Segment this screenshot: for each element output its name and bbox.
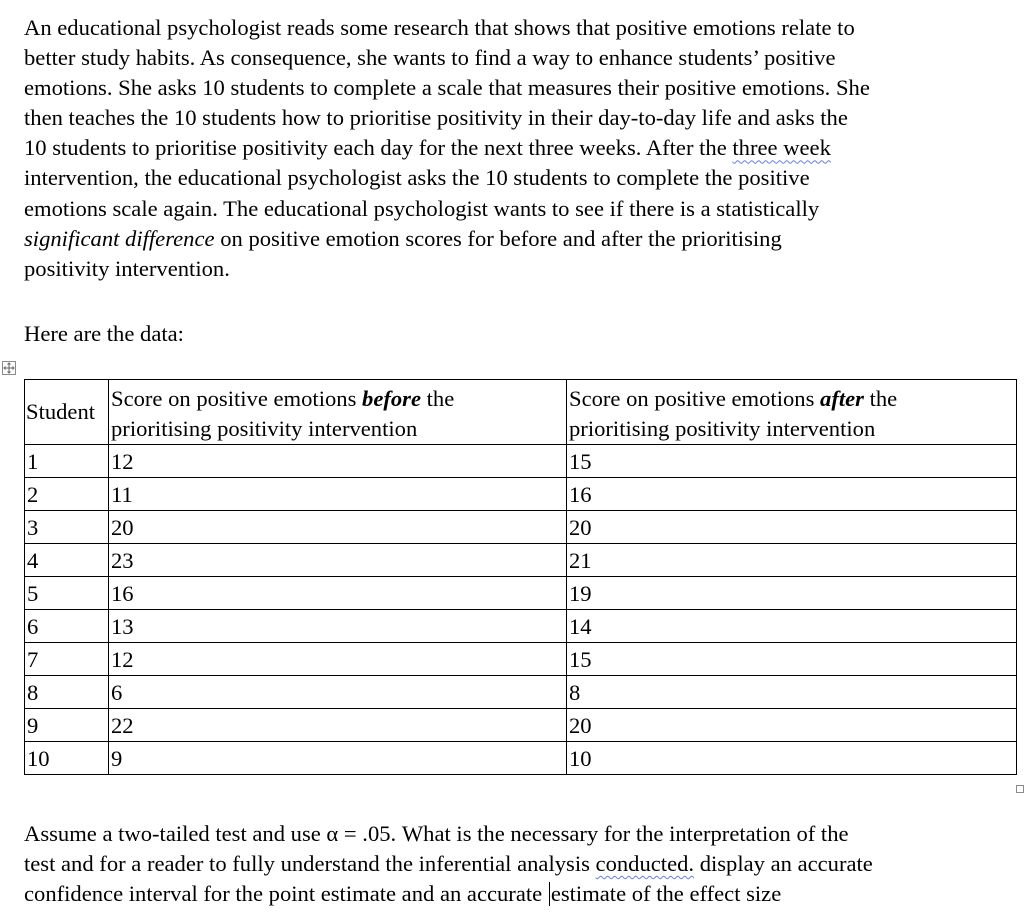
intro-paragraph xyxy=(24,13,1019,284)
move-arrows-icon xyxy=(3,362,15,374)
cell-after-score[interactable]: 19 xyxy=(567,577,1017,610)
intro-line-6: intervention, the educational psychologist asks the 10 students to complete the positive xyxy=(24,165,810,191)
cell-after-score[interactable]: 21 xyxy=(567,544,1017,577)
cell-before-score[interactable]: 9 xyxy=(109,742,567,775)
table-row xyxy=(25,676,1017,709)
header-after-em: after xyxy=(820,386,864,411)
cell-student[interactable]: 6 xyxy=(25,610,109,643)
cell-after-score[interactable]: 15 xyxy=(567,445,1017,478)
intro-line-5 xyxy=(24,133,1019,163)
header-student[interactable]: Student xyxy=(25,380,109,445)
table-row xyxy=(25,445,1017,478)
table-move-handle-icon[interactable] xyxy=(2,361,16,375)
cell-before-score[interactable]: 22 xyxy=(109,709,567,742)
cell-after-score[interactable]: 16 xyxy=(567,478,1017,511)
intro-line-9: positivity intervention. xyxy=(24,255,230,281)
question-line-2 xyxy=(24,849,1019,879)
cell-before-score[interactable]: 11 xyxy=(109,478,567,511)
table-row xyxy=(25,577,1017,610)
cell-after-score[interactable]: 10 xyxy=(567,742,1017,775)
question-line-3-pre: confidence interval for the point estimate and an accurate xyxy=(24,881,548,907)
table-row xyxy=(25,544,1017,577)
data-label: Here are the data: xyxy=(24,321,184,346)
intro-line-3: emotions. She asks 10 students to complete a scale that measures their positive emotions. She xyxy=(24,75,870,101)
table-row xyxy=(25,742,1017,775)
cell-after-score[interactable]: 20 xyxy=(567,709,1017,742)
header-before-suffix: the xyxy=(420,386,455,411)
cell-before-score[interactable]: 6 xyxy=(109,676,567,709)
cell-student[interactable]: 7 xyxy=(25,643,109,676)
table-body xyxy=(25,445,1017,775)
cell-after-score[interactable]: 8 xyxy=(567,676,1017,709)
header-before[interactable] xyxy=(109,380,567,445)
header-after-line2: prioritising positivity intervention xyxy=(569,416,876,441)
intro-line-5-text: 10 students to prioritise positivity each day for the next three weeks. After the xyxy=(24,135,733,161)
table-row xyxy=(25,511,1017,544)
cell-after-score[interactable]: 14 xyxy=(567,610,1017,643)
grammar-flag-conducted[interactable]: conducted. xyxy=(595,851,695,877)
grammar-flag-three-week[interactable]: three week xyxy=(732,135,831,161)
cell-before-score[interactable]: 16 xyxy=(109,577,567,610)
cell-student[interactable]: 3 xyxy=(25,511,109,544)
question-line-2-pre: test and for a reader to fully understand the inferential analysis xyxy=(24,851,596,877)
cell-before-score[interactable]: 20 xyxy=(109,511,567,544)
table-row xyxy=(25,478,1017,511)
table-row xyxy=(25,709,1017,742)
data-table[interactable] xyxy=(24,379,1017,775)
cell-before-score[interactable]: 23 xyxy=(109,544,567,577)
text-cursor xyxy=(549,882,550,906)
cell-before-score[interactable]: 12 xyxy=(109,445,567,478)
cell-after-score[interactable]: 20 xyxy=(567,511,1017,544)
table-row xyxy=(25,643,1017,676)
intro-line-1: An educational psychologist reads some research that shows that positive emotions relate to xyxy=(24,15,855,40)
cell-student[interactable]: 9 xyxy=(25,709,109,742)
cell-before-score[interactable]: 13 xyxy=(109,610,567,643)
cell-student[interactable]: 4 xyxy=(25,544,109,577)
table-header-row xyxy=(25,380,1017,445)
intro-italic-significant-difference: significant difference xyxy=(24,225,215,251)
question-line-2-post: display an accurate xyxy=(694,851,873,877)
cell-student[interactable]: 10 xyxy=(25,742,109,775)
cell-student[interactable]: 5 xyxy=(25,577,109,610)
intro-line-4: then teaches the 10 students how to prioritise positivity in their day-to-day life and asks the xyxy=(24,105,848,131)
header-before-em: before xyxy=(362,386,421,411)
table-row xyxy=(25,610,1017,643)
cell-before-score[interactable]: 12 xyxy=(109,643,567,676)
header-before-line2: prioritising positivity intervention xyxy=(111,416,418,441)
header-before-prefix: Score on positive emotions xyxy=(111,386,363,411)
question-line-3-post: estimate of the effect size xyxy=(550,881,782,907)
header-after-suffix: the xyxy=(863,386,898,411)
cell-student[interactable]: 2 xyxy=(25,478,109,511)
intro-line-8-text: on positive emotion scores for before and after the prioritising xyxy=(214,225,782,251)
cell-after-score[interactable]: 15 xyxy=(567,643,1017,676)
question-line-1: Assume a two-tailed test and use α = .05. What is the necessary for the interpretation of the xyxy=(24,821,849,846)
intro-line-2: better study habits. As consequence, she wants to find a way to enhance students’ positive xyxy=(24,45,836,71)
intro-line-7: emotions scale again. The educational psychologist wants to see if there is a statistically xyxy=(24,195,820,221)
header-after-prefix: Score on positive emotions xyxy=(569,386,821,411)
table-resize-handle[interactable] xyxy=(1016,785,1024,793)
intro-line-8 xyxy=(24,224,1019,254)
header-after[interactable] xyxy=(567,380,1017,445)
question-paragraph xyxy=(24,819,1019,909)
question-line-3 xyxy=(24,879,1019,909)
cell-student[interactable]: 1 xyxy=(25,445,109,478)
cell-student[interactable]: 8 xyxy=(25,676,109,709)
